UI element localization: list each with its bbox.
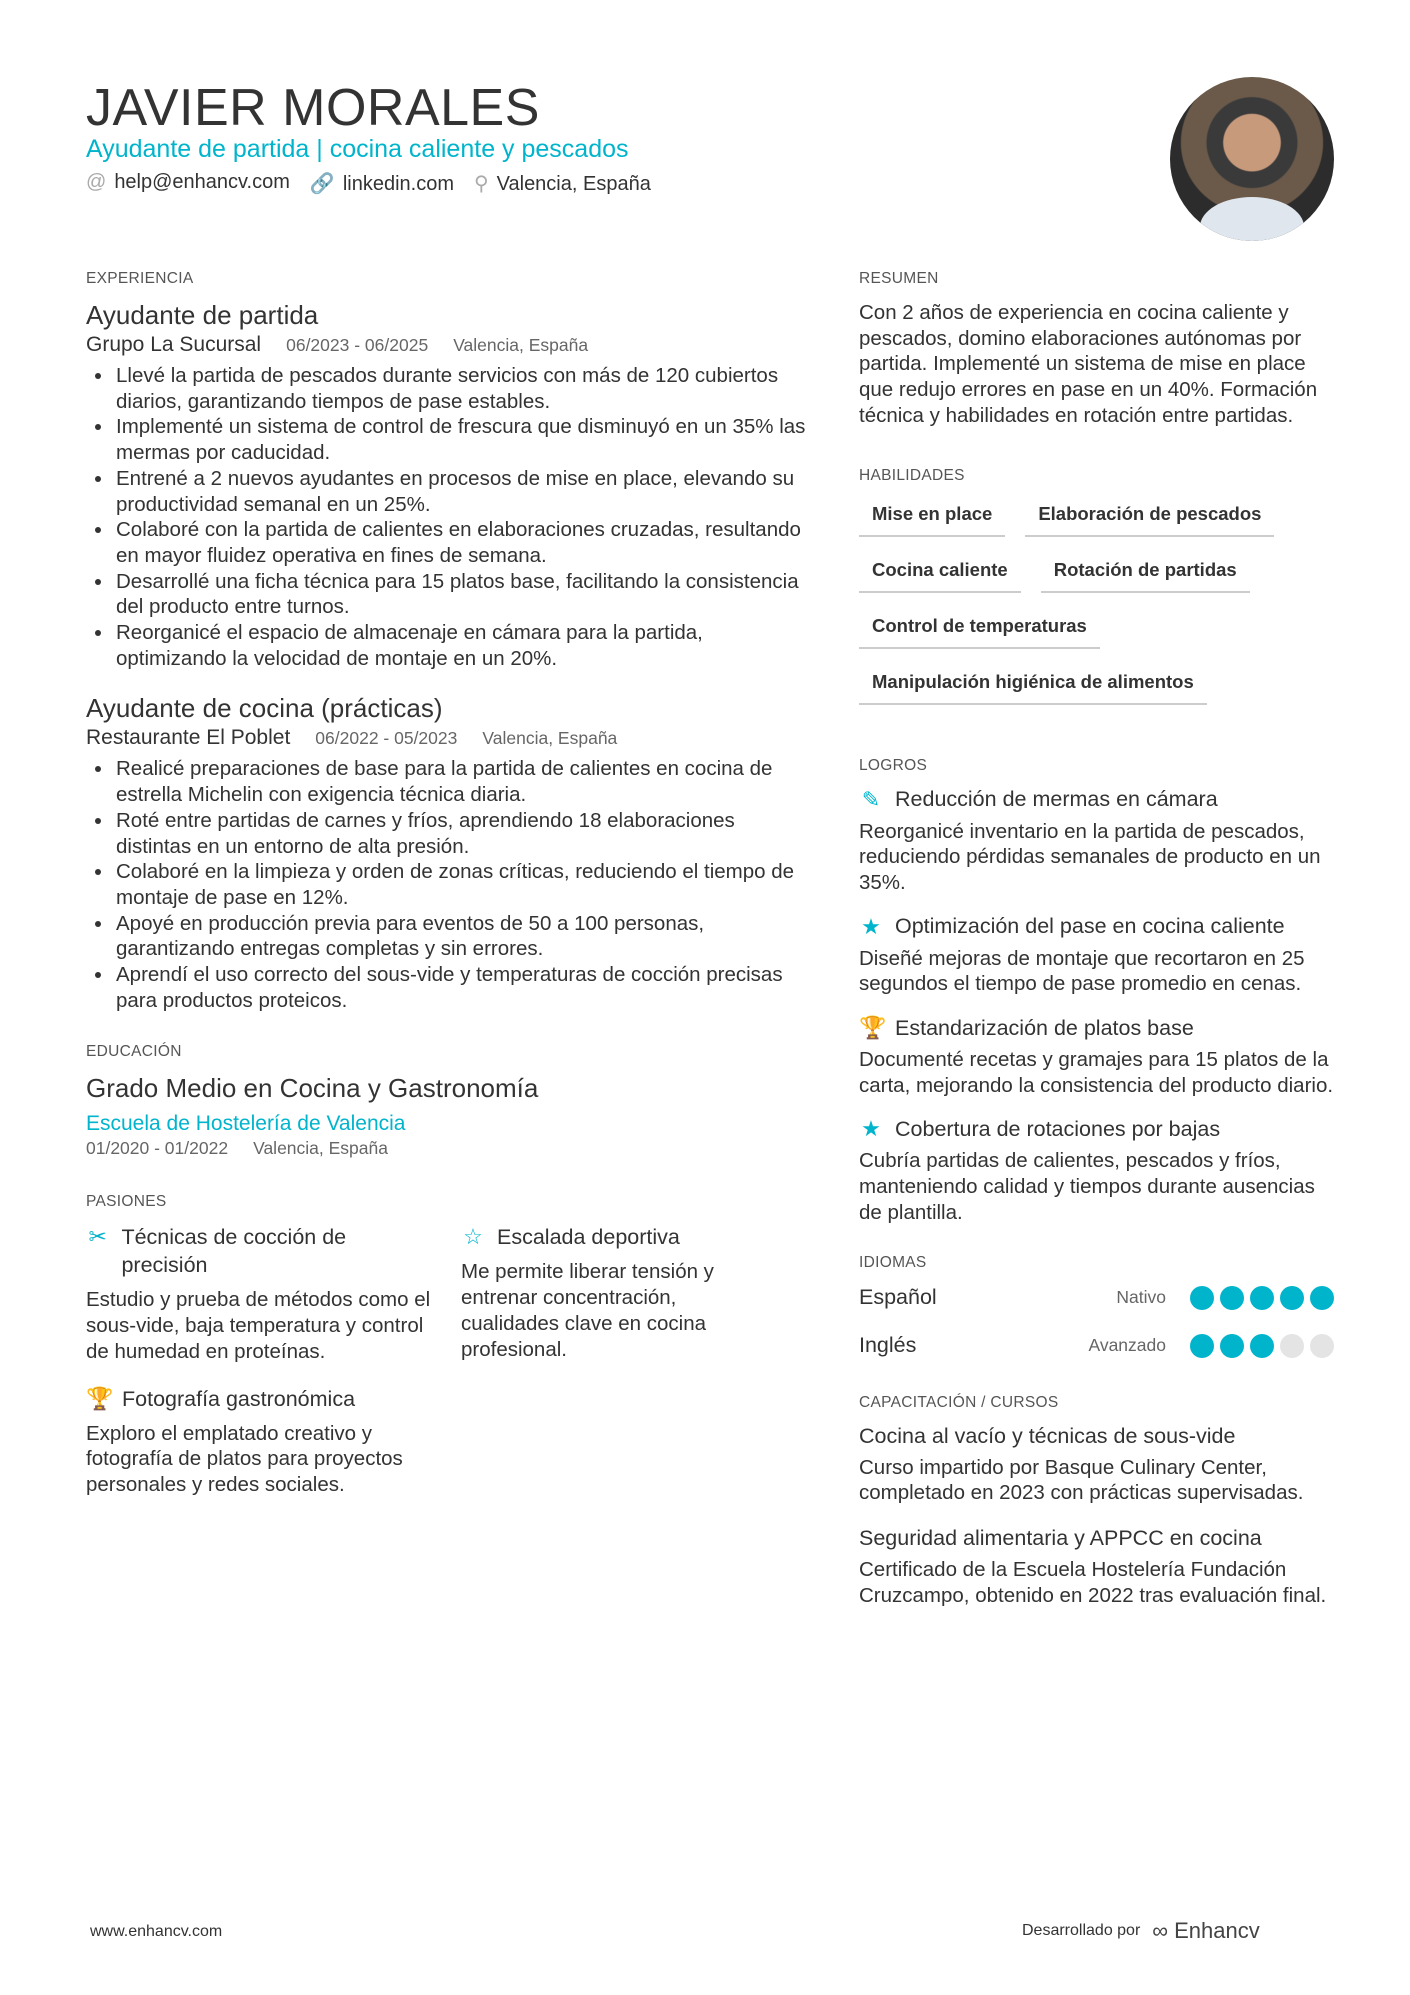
proficiency-dot: [1310, 1334, 1334, 1358]
email-text: help@enhancv.com: [114, 171, 290, 193]
section-heading: IDIOMAS: [859, 1253, 927, 1271]
passion-header: [86, 1385, 431, 1413]
section-heading: HABILIDADES: [859, 466, 965, 484]
achievement-header: [859, 914, 1334, 940]
section-heading: LOGROS: [859, 756, 928, 774]
star-icon: ☆: [463, 1224, 483, 1250]
proficiency-dot: [1190, 1334, 1214, 1358]
candidate-title: Ayudante de partida | cocina caliente y pescados: [86, 135, 629, 163]
passion-title: Técnicas de cocción de precisión: [121, 1225, 347, 1278]
course-item: [859, 1526, 1334, 1608]
course-item: [859, 1424, 1334, 1506]
star-icon: ★: [861, 913, 881, 939]
skill-tag: Rotación de partidas: [1041, 555, 1250, 593]
degree: Grado Medio en Cocina y Gastronomía: [86, 1073, 539, 1104]
proficiency-dot: [1220, 1334, 1244, 1358]
bullet-item: • Roté entre partidas de carnes y fríos, aprendiendo 18 elaboraciones distintas en un entorno de alta presión.: [114, 808, 806, 859]
linkedin[interactable]: [310, 171, 454, 196]
powered-label: Desarrollado por: [1022, 1922, 1141, 1939]
job-dates: 06/2022 - 05/2023: [315, 728, 458, 749]
achievement-item: [859, 787, 1334, 896]
bullet-item: • Colaboré en la limpieza y orden de zonas críticas, reduciendo el tiempo de montaje de pase en 12%.: [114, 859, 806, 910]
right-column: [859, 270, 1334, 1628]
location: [474, 171, 651, 196]
language-item: [859, 1322, 1334, 1370]
language-item: [859, 1274, 1334, 1322]
bullet-item: • Reorganicé el espacio de almacenaje en cámara para la partida, optimizando la velocidad de montaje en un 20%.: [114, 620, 806, 671]
trophy-icon: 🏆: [86, 1385, 114, 1411]
proficiency-dot: [1250, 1286, 1274, 1310]
course-title: Cocina al vacío y técnicas de sous-vide: [859, 1423, 1236, 1448]
bullet-item: • Implementé un sistema de control de frescura que disminuyó en un 35% las mermas por caducidad.: [114, 414, 806, 465]
achievement-item: [859, 1116, 1334, 1225]
link-text: linkedin.com: [342, 173, 454, 195]
candidate-name: JAVIER MORALES: [86, 79, 540, 137]
trophy-icon: 🏆: [859, 1015, 887, 1041]
skills-list: [859, 499, 1329, 705]
star-icon: ★: [861, 1116, 881, 1142]
passion-text: Me permite liberar tensión y entrenar concentración, cualidades clave en cocina profesional.: [461, 1260, 714, 1361]
tools-icon: ✂: [88, 1224, 107, 1250]
left-column: [86, 270, 806, 1498]
bullet-list: [114, 756, 806, 1013]
passion-title: Escalada deportiva: [497, 1225, 680, 1250]
passion-item: [461, 1223, 801, 1364]
language-level: Nativo: [1116, 1287, 1166, 1308]
edu-location: Valencia, España: [253, 1138, 388, 1159]
bullet-item: • Entrené a 2 nuevos ayudantes en procesos de mise en place, elevando su productividad semanal en un 25%.: [114, 466, 806, 517]
job-location: Valencia, España: [482, 728, 618, 749]
brand-text: Enhancv: [1174, 1918, 1260, 1943]
achievement-text: Documenté recetas y gramajes para 15 platos de la carta, mejorando la consistencia del producto diario.: [859, 1048, 1334, 1097]
bullet-item: • Realicé preparaciones de base para la partida de calientes en cocina de estrella Michelin con exigencia técnica diaria.: [114, 756, 806, 807]
passion-title: Fotografía gastronómica: [122, 1386, 356, 1411]
job-title: Ayudante de cocina (prácticas): [86, 693, 443, 724]
achievement-title: Estandarización de platos base: [895, 1015, 1194, 1040]
enhancv-logo[interactable]: [1152, 1918, 1259, 1944]
job-dates: 06/2023 - 06/2025: [286, 335, 429, 355]
job-title: Ayudante de partida: [86, 300, 319, 330]
magic-wand-icon: ✎: [861, 786, 881, 812]
achievement-text: Reorganicé inventario en la partida de pescados, reduciendo pérdidas semanales de producto en un 35%.: [859, 819, 1321, 894]
experience-list: [86, 300, 806, 1013]
passion-text: Exploro el emplatado creativo y fotografía de platos para proyectos personales y redes sociales.: [86, 1421, 403, 1496]
proficiency-dot: [1190, 1286, 1214, 1310]
achievement-item: [859, 1015, 1334, 1098]
course-text: Curso impartido por Basque Culinary Center, completado en 2023 con prácticas supervisadas.: [859, 1455, 1304, 1505]
section-heading: CAPACITACIÓN / CURSOS: [859, 1393, 1059, 1411]
location-pin-icon: ⚲: [473, 173, 489, 195]
location-text: Valencia, España: [496, 173, 651, 195]
company: Grupo La Sucursal: [86, 333, 262, 356]
passions-list: [86, 1223, 806, 1497]
passion-header: [461, 1223, 771, 1251]
course-title: Seguridad alimentaria y APPCC en cocina: [859, 1525, 1262, 1550]
courses-list: [859, 1424, 1334, 1609]
bullet-item: • Desarrollé una ficha técnica para 15 platos base, facilitando la consistencia del producto entre turnos.: [114, 569, 806, 620]
achievement-title: Optimización del pase en cocina caliente: [895, 914, 1285, 939]
bullet-item: • Colaboré con la partida de calientes en elaboraciones cruzadas, resultando en mayor fluidez operativa en fines de semana.: [114, 517, 806, 568]
link-icon: 🔗: [309, 173, 335, 195]
job-entry: [86, 693, 806, 1013]
language-level: Avanzado: [1088, 1335, 1166, 1356]
section-heading: EXPERIENCIA: [86, 270, 194, 287]
achievements-list: [859, 787, 1334, 1226]
achievement-title: Cobertura de rotaciones por bajas: [895, 1116, 1221, 1141]
skill-tag: Cocina caliente: [859, 555, 1021, 593]
proficiency-dot: [1220, 1286, 1244, 1310]
powered-by: [1022, 1918, 1260, 1944]
edu-dates: 01/2020 - 01/2022: [86, 1138, 229, 1159]
passion-text: Estudio y prueba de métodos como el sous-vide, baja temperatura y control de humedad en proteínas.: [86, 1288, 431, 1363]
achievement-text: Diseñé mejoras de montaje que recortaron en 25 segundos el tiempo de pase promedio en cenas.: [859, 946, 1305, 996]
passion-item: [86, 1223, 461, 1364]
skill-tag: Control de temperaturas: [859, 611, 1100, 649]
profile-photo: [1170, 77, 1334, 241]
achievement-text: Cubría partidas de calientes, pescados y fríos, manteniendo calidad y tiempos durante ausencias de plantilla.: [859, 1149, 1315, 1224]
skill-tag: Manipulación higiénica de alimentos: [859, 667, 1207, 705]
company: Restaurante El Poblet: [86, 726, 291, 750]
skill-tag: Mise en place: [859, 499, 1005, 537]
skill-tag: Elaboración de pescados: [1025, 499, 1274, 537]
achievement-header: [859, 1116, 1334, 1142]
job-location: Valencia, España: [453, 335, 589, 355]
website-link[interactable]: www.enhancv.com: [90, 1923, 223, 1940]
achievement-header: [859, 1015, 1334, 1041]
job-meta: [86, 726, 806, 750]
section-heading: RESUMEN: [859, 270, 939, 287]
course-text: Certificado de la Escuela Hostelería Fundación Cruzcampo, obtenido en 2022 tras evaluación final.: [859, 1557, 1327, 1607]
bullet-item: • Apoyé en producción previa para eventos de 50 a 100 personas, garantizando entregas completas y sin errores.: [114, 911, 806, 962]
languages-list: [859, 1274, 1334, 1370]
proficiency-dot: [1280, 1286, 1304, 1310]
summary-text: Con 2 años de experiencia en cocina caliente y pescados, domino elaboraciones autónomas por partida. Implementé un sistema de mise en place que redujo errores en pase en un 40%. Formación técnica y habilidades en rotación entre partidas.: [859, 301, 1318, 427]
bullet-list: [114, 363, 806, 671]
achievement-item: [859, 914, 1334, 997]
infinity-icon: ∞: [1152, 1918, 1168, 1943]
passion-header: [86, 1223, 431, 1279]
school: Escuela de Hostelería de Valencia: [86, 1112, 406, 1136]
contact-info: [86, 171, 651, 196]
language-name: Español: [859, 1285, 937, 1310]
at-icon: @: [86, 171, 107, 193]
proficiency-dot: [1310, 1286, 1334, 1310]
bullet-item: • Aprendí el uso correcto del sous-vide y temperaturas de cocción precisas para productos proteicos.: [114, 962, 806, 1013]
bullet-item: • Llevé la partida de pescados durante servicios con más de 120 cubiertos diarios, garantizando tiempos de pase estables.: [114, 363, 806, 414]
section-heading: EDUCACIÓN: [86, 1043, 182, 1061]
passion-item: [86, 1385, 461, 1498]
job-entry: [86, 300, 806, 671]
section-heading: PASIONES: [86, 1193, 167, 1211]
email[interactable]: [86, 171, 290, 196]
language-name: Inglés: [859, 1333, 917, 1358]
proficiency-dot: [1250, 1334, 1274, 1358]
proficiency-dot: [1280, 1334, 1304, 1358]
achievement-title: Reducción de mermas en cámara: [895, 787, 1218, 812]
job-meta: [86, 333, 806, 357]
achievement-header: [859, 787, 1334, 813]
